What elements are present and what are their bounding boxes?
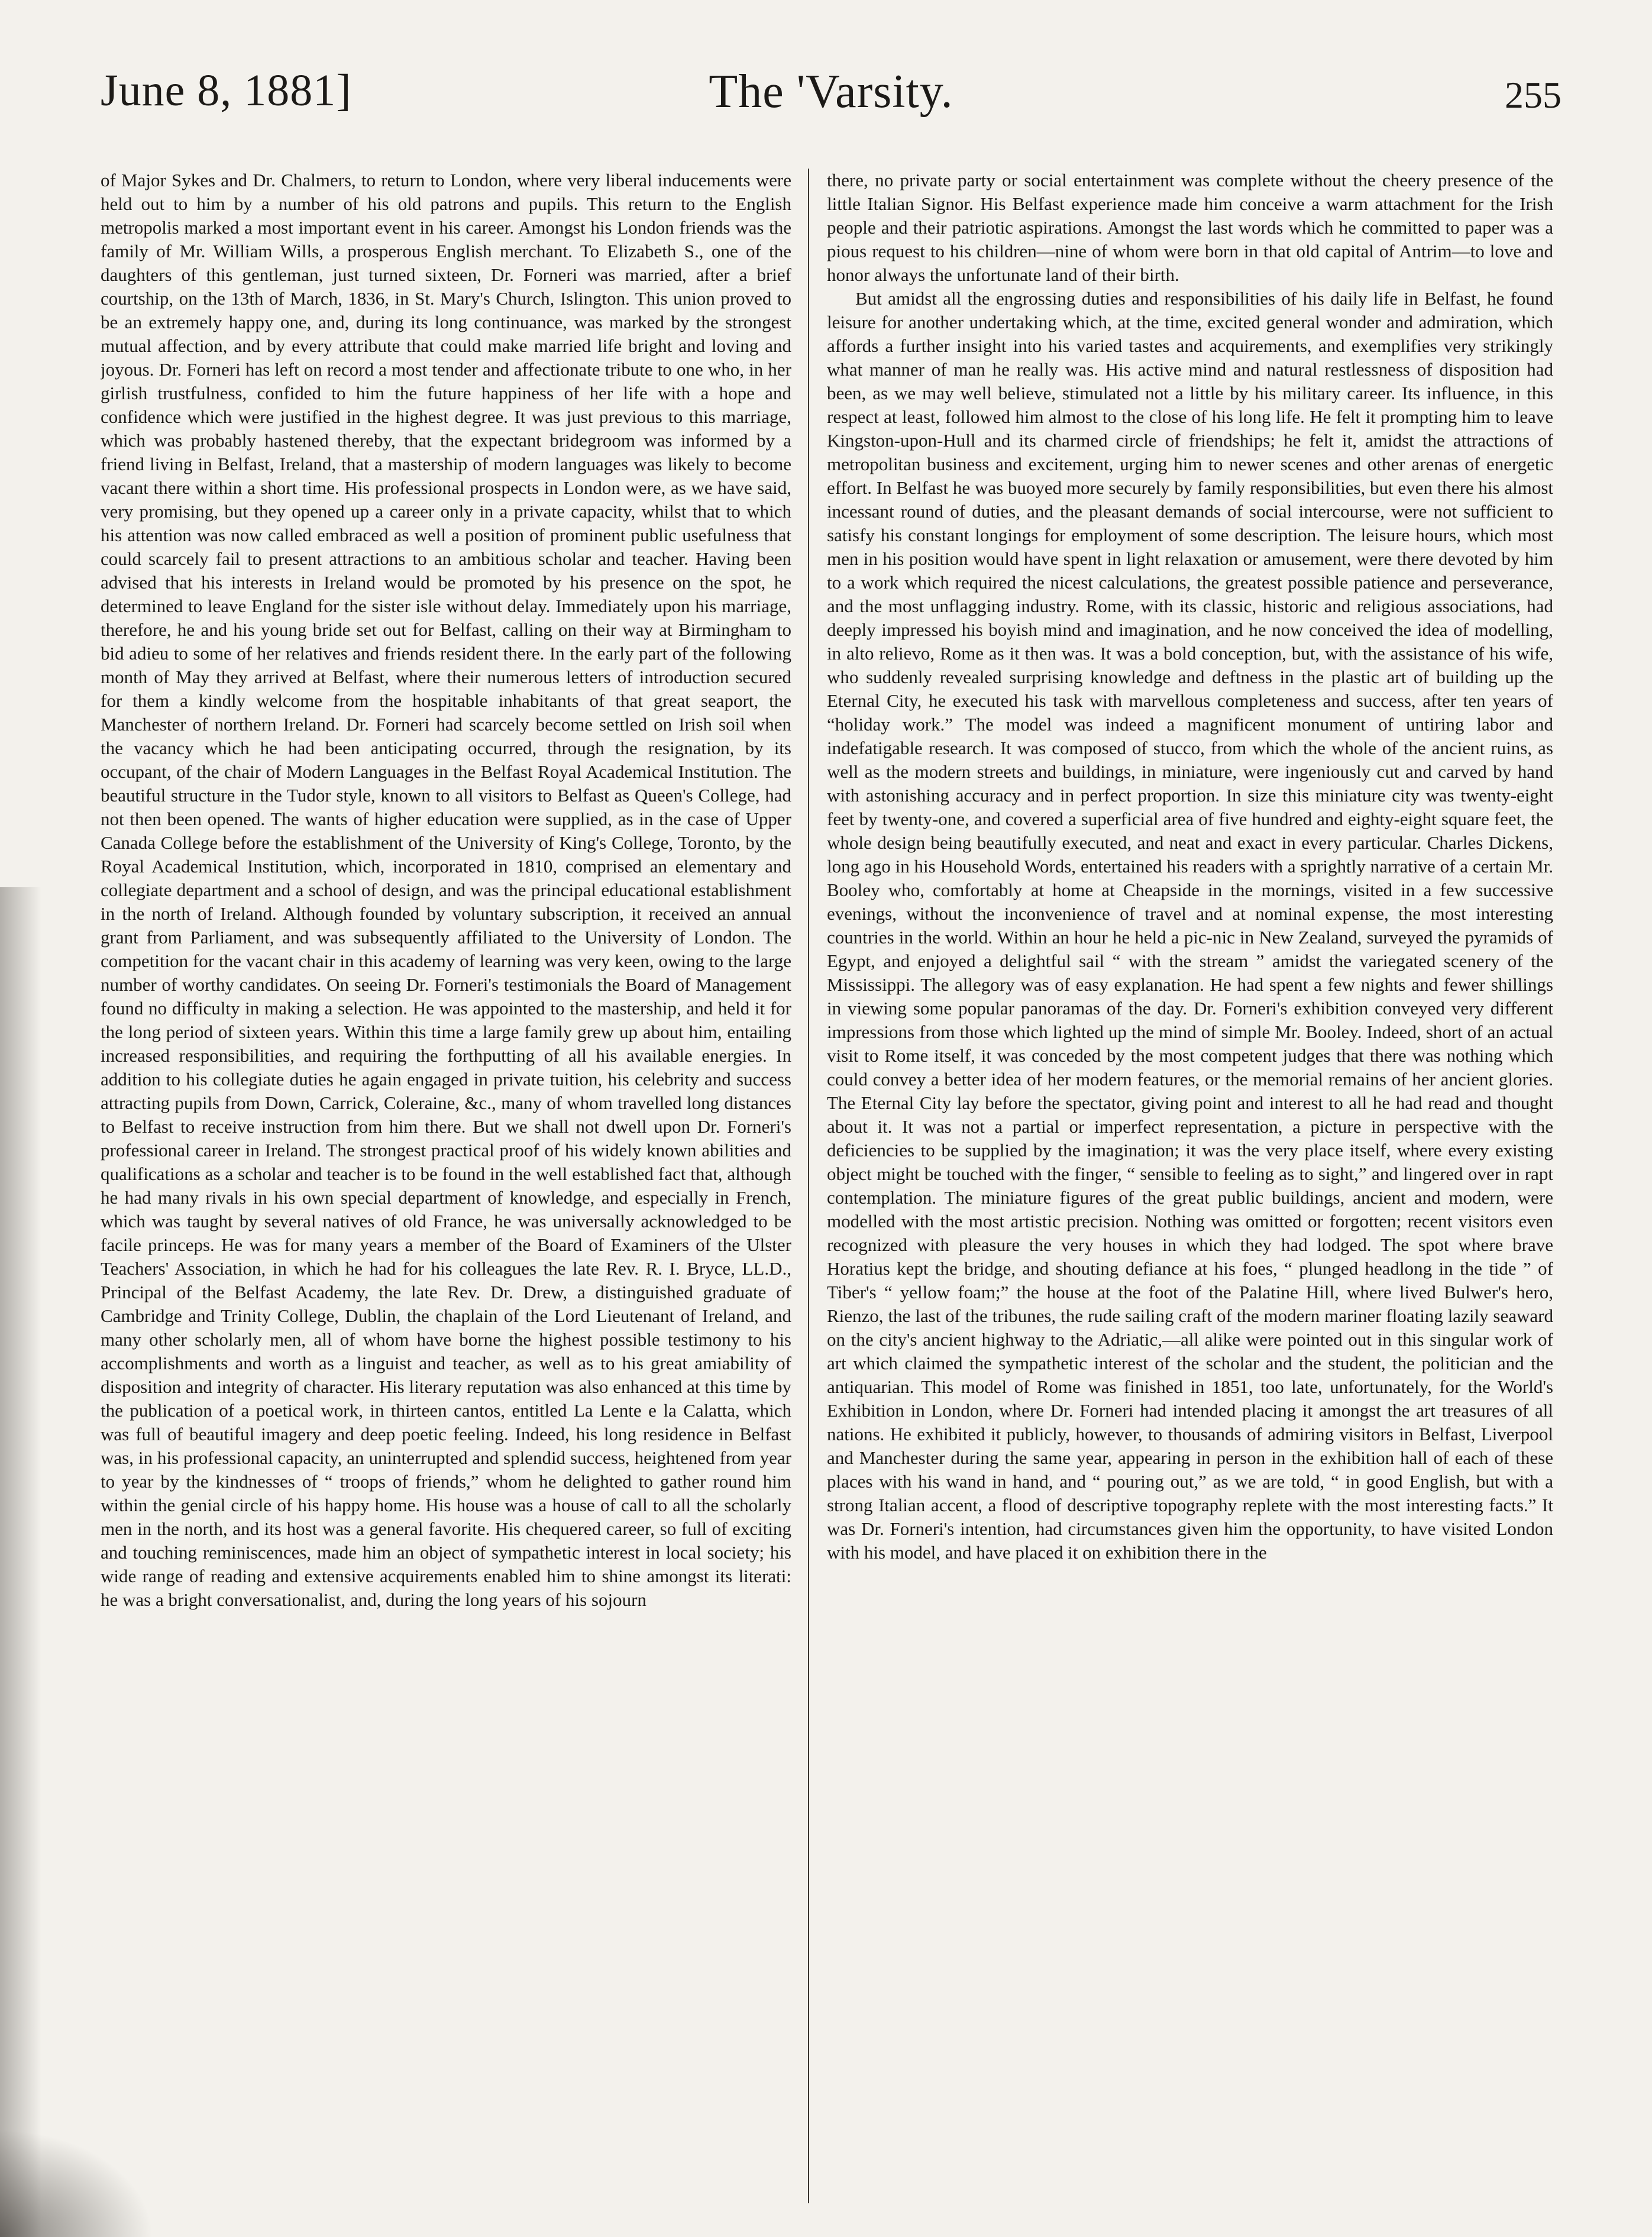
column-rule (808, 169, 809, 2203)
right-column (827, 169, 1553, 2203)
page-number: 255 (1505, 74, 1562, 116)
page-edge-shadow (0, 887, 41, 2237)
right-paragraph-2: But amidst all the engrossing duties and responsibilities of his daily life in Belfast, he found leisure for another undertaking which, at the time, excited general wonder and admiration, which affords a further insight into his varied tastes and acquirements, and exemplifies very strikingly what manner of man he really was. His active mind and natural restlessness of disposition had been, as we may well believe, stimulated not a little by his military career. Its influence, in this respect at least, followed him almost to the close of his long life. He felt it prompting him to leave Kingston-upon-Hull and its charmed circle of friendships; he felt it, amidst the attractions of metropolitan business and excitement, urging him to newer scenes and other arenas of energetic effort. In Belfast he was buoyed more securely by family responsibilities, but even there his almost incessant round of duties, and the pleasant demands of social intercourse, were not sufficient to satisfy his constant longings for employment of some description. The leisure hours, which most men in his position would have spent in light relaxation or amusement, were there devoted by him to a work which required the nicest calculations, the greatest possible patience and perseverance, and the most unflagging industry. Rome, with its classic, historic and religious associations, had deeply impressed his boyish mind and imagination, and he now conceived the idea of modelling, in alto relievo, Rome as it then was. It was a bold conception, but, with the assistance of his wife, who suddenly revealed surprising knowledge and deftness in the plastic art of building up the Eternal City, he executed his task with marvellous completeness and success, after ten years of “holiday work.” The model was indeed a magnificent monument of untiring labor and indefatigable research. It was composed of stucco, from which the whole of the ancient ruins, as well as the modern streets and buildings, in miniature, were ingeniously cut and carved by hand with astonishing accuracy and in perfect proportion. In size this miniature city was twenty-eight feet by twenty-one, and covered a superficial area of five hundred and eighty-eight square feet, the whole design being beautifully executed, and neat and exact in every particular. Charles Dickens, long ago in his Household Words, entertained his readers with a sprightly narrative of a certain Mr. Booley who, comfortably at home at Cheapside in the mornings, visited in a few successive evenings, without the inconvenience of travel and at nominal expense, the most interesting countries in the world. Within an hour he held a pic-nic in New Zealand, surveyed the pyramids of Egypt, and enjoyed a delightful sail “ with the stream ” amidst the variegated scenery of the Mississippi. The allegory was of easy explanation. He had spent a few nights and fewer shillings in viewing some popular panoramas of the day. Dr. Forneri's exhibition conveyed very different impressions from those which lighted up the mind of simple Mr. Booley. Indeed, short of an actual visit to Rome itself, it was conceded by the most competent judges that there was nothing which could convey a better idea of her modern features, or the memorial remains of her ancient glories. The Eternal City lay before the spectator, giving point and interest to all he had read and thought about it. It was not a partial or imperfect representation, a picture in perspective with the deficiencies to be supplied by the imagination; it was the very place itself, where every existing object might be touched with the finger, “ sensible to feeling as to sight,” and lingered over in rapt contemplation. The miniature figures of the great public buildings, ancient and modern, were modelled with the most artistic precision. Nothing was omitted or forgotten; recent visitors even recognized with pleasure the very houses in which they had lodged. The spot where brave Horatius kept the bridge, and shouting defiance at his foes, “ plunged headlong in the tide ” of Tiber's “ yellow foam;” the house at the foot of the Palatine Hill, where lived Bulwer's hero, Rienzo, the last of the tribunes, the rude sailing craft of the modern mariner floating lazily seaward on the city's ancient highway to the Adriatic,—all alike were pointed out in this singular work of art which claimed the sympathetic interest of the scholar and the student, the politician and the antiquarian. This model of Rome was finished in 1851, too late, unfortunately, for the World's Exhibition in London, where Dr. Forneri had intended placing it amongst the art treasures of all nations. He exhibited it publicly, however, to thousands of admiring visitors in Belfast, Liverpool and Manchester during the same year, appearing in person in the exhibition hall of each of these places with his wand in hand, and “ pouring out,” as we are told, “ in good English, but with a strong Italian accent, a flood of descriptive topography replete with the most interesting facts.” It was Dr. Forneri's intention, had circumstances given him the opportunity, to have visited London with his model, and have placed it on exhibition there in the (827, 288, 1553, 1563)
header-title: The 'Varsity. (709, 66, 953, 118)
left-paragraph-1: of Major Sykes and Dr. Chalmers, to return to London, where very liberal inducements were held out to him by a number of his old patrons and pupils. This return to the English metropolis marked a most important event in his career. Amongst his London friends was the family of Mr. William Wills, a prosperous English merchant. To Elizabeth S., one of the daughters of this gentleman, just turned sixteen, Dr. Forneri was married, after a brief courtship, on the 13th of March, 1836, in St. Mary's Church, Islington. This union proved to be an extremely happy one, and, during its long continuance, was marked by the strongest mutual affection, and by every attribute that could make married life bright and loving and joyous. Dr. Forneri has left on record a most tender and affectionate tribute to one who, in her girlish trustfulness, confided to him the future happiness of her life with a hope and confidence which were justified in the highest degree. It was just previous to this marriage, which was probably hastened thereby, that the expectant bridegroom was informed by a friend living in Belfast, Ireland, that a mastership of modern languages was likely to become vacant there within a short time. His professional prospects in London were, as we have said, very promising, but they opened up a career only in a private capacity, whilst that to which his attention was now called embraced as well a position of prominent public usefulness that could scarcely fail to present attractions to an ambitious scholar and teacher. Having been advised that his interests in Ireland would be promoted by his presence on the spot, he determined to leave England for the sister isle without delay. Immediately upon his marriage, therefore, he and his young bride set out for Belfast, calling on their way at Birmingham to bid adieu to some of her relatives and friends resident there. In the early part of the following month of May they arrived at Belfast, where their numerous letters of introduction secured for them a kindly welcome from the hospitable inhabitants of that great seaport, the Manchester of northern Ireland. Dr. Forneri had scarcely become settled on Irish soil when the vacancy which he had been anticipating occurred, through the resignation, by its occupant, of the chair of Modern Languages in the Belfast Royal Academical Institution. The beautiful structure in the Tudor style, known to all visitors to Belfast as Queen's College, had not then been opened. The wants of higher education were supplied, as in the case of Upper Canada College before the establishment of the University of King's College, Toronto, by the Royal Academical Institution, which, incorporated in 1810, comprised an elementary and collegiate department and a school of design, and was the principal educational establishment in the north of Ireland. Although founded by voluntary subscription, it received an annual grant from Parliament, and was subsequently affiliated to the University of London. The competition for the vacant chair in this academy of learning was very keen, owing to the large number of worthy candidates. On seeing Dr. Forneri's testimonials the Board of Management found no difficulty in making a selection. He was appointed to the mastership, and held it for the long period of sixteen years. Within this time a large family grew up about him, entailing increased responsibilities, and requiring the forthputting of all his available energies. In addition to his collegiate duties he again engaged in private tuition, his celebrity and success attracting pupils from Down, Carrick, Coleraine, &c., many of whom travelled long distances to Belfast to receive instruction from him there. But we shall not dwell upon Dr. Forneri's professional career in Ireland. The strongest practical proof of his widely known abilities and qualifications as a scholar and teacher is to be found in the well established fact that, although he had many rivals in his own special department of knowledge, and especially in French, which was taught by several natives of old France, he was universally acknowledged to be facile princeps. He was for many years a member of the Board of Examiners of the Ulster Teachers' Association, in which he had for his colleagues the late Rev. R. I. Bryce, LL.D., Principal of the Belfast Academy, the late Rev. Dr. Drew, a distinguished graduate of Cambridge and Trinity College, Dublin, the chaplain of the Lord Lieutenant of Ireland, and many other scholarly men, all of whom have borne the highest possible testimony to his accomplishments and worth as a linguist and teacher, as well as to his great amiability of disposition and integrity of character. His literary reputation was also enhanced at this time by the publication of a poetical work, in thirteen cantos, entitled La Lente e la Calatta, which was full of beautiful imagery and deep poetic feeling. Indeed, his long residence in Belfast was, in his professional capacity, an uninterrupted and splendid success, heightened from year to year by the kindnesses of “ troops of friends,” whom he delighted to gather round him within the genial circle of his happy home. His house was a house of call to all the scholarly men in the north, and its host was a general favorite. His chequered career, so full of exciting and touching reminiscences, made him an object of sympathetic interest in local society; his wide range of reading and extensive acquirements enabled him to shine amongst its literati: he was a bright conversationalist, and, during the long years of his sojourn (101, 170, 791, 1610)
header-date: June 8, 1881] (101, 66, 352, 115)
right-paragraph-1: there, no private party or social entertainment was complete without the cheery presence of the little Italian Signor. His Belfast experience made him conceive a warm attachment for the Irish people and their patriotic aspirations. Amongst the last words which he committed to paper was a pious request to his children—nine of whom were born in that old capital of Antrim—to love and honor always the unfortunate land of their birth. (827, 170, 1553, 285)
left-column (101, 169, 791, 2203)
page-header (101, 65, 1562, 136)
